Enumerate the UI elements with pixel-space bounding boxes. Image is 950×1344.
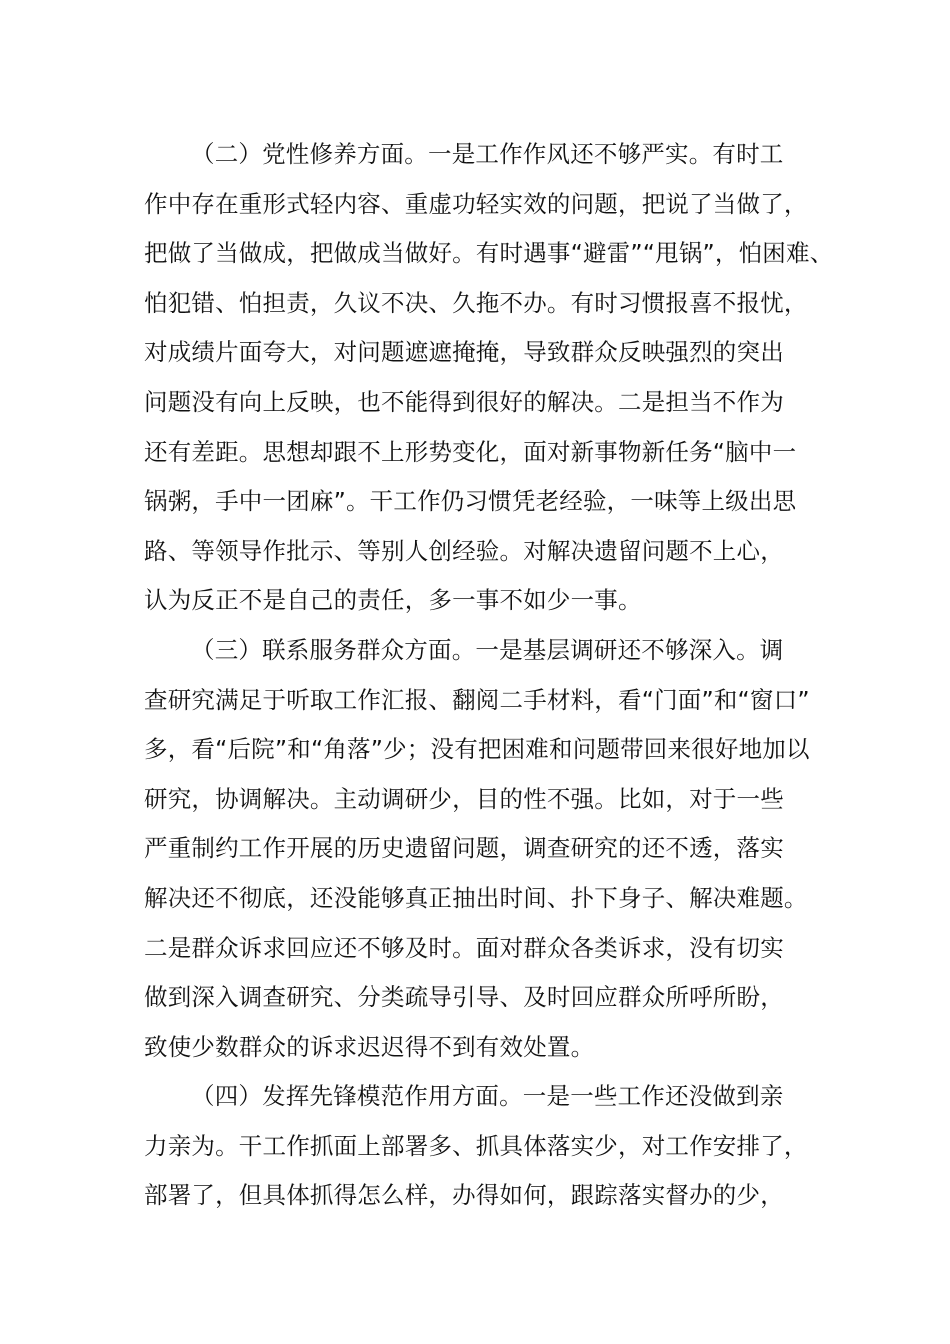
text-line: 查研究满足于听取工作汇报、翻阅二手材料，看“门面”和“窗口” bbox=[144, 685, 810, 714]
text-line: 认为反正不是自己的责任，多一事不如少一事。 bbox=[144, 586, 642, 615]
paragraph-vanguard-role bbox=[144, 1072, 814, 1221]
text-line: 致使少数群众的诉求迟迟得不到有效处置。 bbox=[144, 1032, 595, 1061]
text-line: （四）发挥先锋模范作用方面。一是一些工作还没做到亲 bbox=[191, 1082, 784, 1111]
text-line: 解决还不彻底，还没能够真正抽出时间、扑下身子、解决难题。 bbox=[144, 883, 808, 912]
text-line: 研究，协调解决。主动调研少，目的性不强。比如，对于一些 bbox=[144, 784, 784, 813]
text-line: 力亲为。干工作抓面上部署多、抓具体落实少，对工作安排了， bbox=[144, 1131, 808, 1160]
text-line: 路、等领导作批示、等别人创经验。对解决遗留问题不上心， bbox=[144, 536, 784, 565]
text-line: 作中存在重形式轻内容、重虚功轻实效的问题，把说了当做了， bbox=[144, 189, 808, 218]
text-line: （三）联系服务群众方面。一是基层调研还不够深入。调 bbox=[191, 635, 784, 664]
text-line: 部署了，但具体抓得怎么样，办得如何，跟踪落实督办的少， bbox=[144, 1181, 784, 1210]
text-line: （二）党性修养方面。一是工作作风还不够严实。有时工 bbox=[191, 140, 784, 168]
paragraph-serving-masses bbox=[144, 626, 814, 1072]
text-line: 还有差距。思想却跟不上形势变化，面对新事物新任务“脑中一 bbox=[144, 437, 797, 466]
text-line: 二是群众诉求回应还不够及时。面对群众各类诉求，没有切实 bbox=[144, 933, 784, 962]
document-body bbox=[144, 130, 834, 1221]
text-line: 多，看“后院”和“角落”少；没有把困难和问题带回来很好地加以 bbox=[144, 735, 810, 764]
text-line: 怕犯错、怕担责，久议不决、久拖不办。有时习惯报喜不报忧， bbox=[144, 288, 808, 317]
text-line: 问题没有向上反映，也不能得到很好的解决。二是担当不作为 bbox=[144, 387, 784, 416]
text-line: 把做了当做成，把做成当做好。有时遇事“避雷”“甩锅”，怕困难、 bbox=[144, 239, 834, 268]
text-line: 严重制约工作开展的历史遗留问题，调查研究的还不透，落实 bbox=[144, 834, 784, 863]
paragraph-party-cultivation bbox=[144, 130, 834, 626]
text-line: 锅粥，手中一团麻”。干工作仍习惯凭老经验，一味等上级出思 bbox=[144, 487, 797, 516]
text-line: 做到深入调查研究、分类疏导引导、及时回应群众所呼所盼， bbox=[144, 983, 784, 1012]
text-line: 对成绩片面夸大，对问题遮遮掩掩，导致群众反映强烈的突出 bbox=[144, 338, 784, 367]
